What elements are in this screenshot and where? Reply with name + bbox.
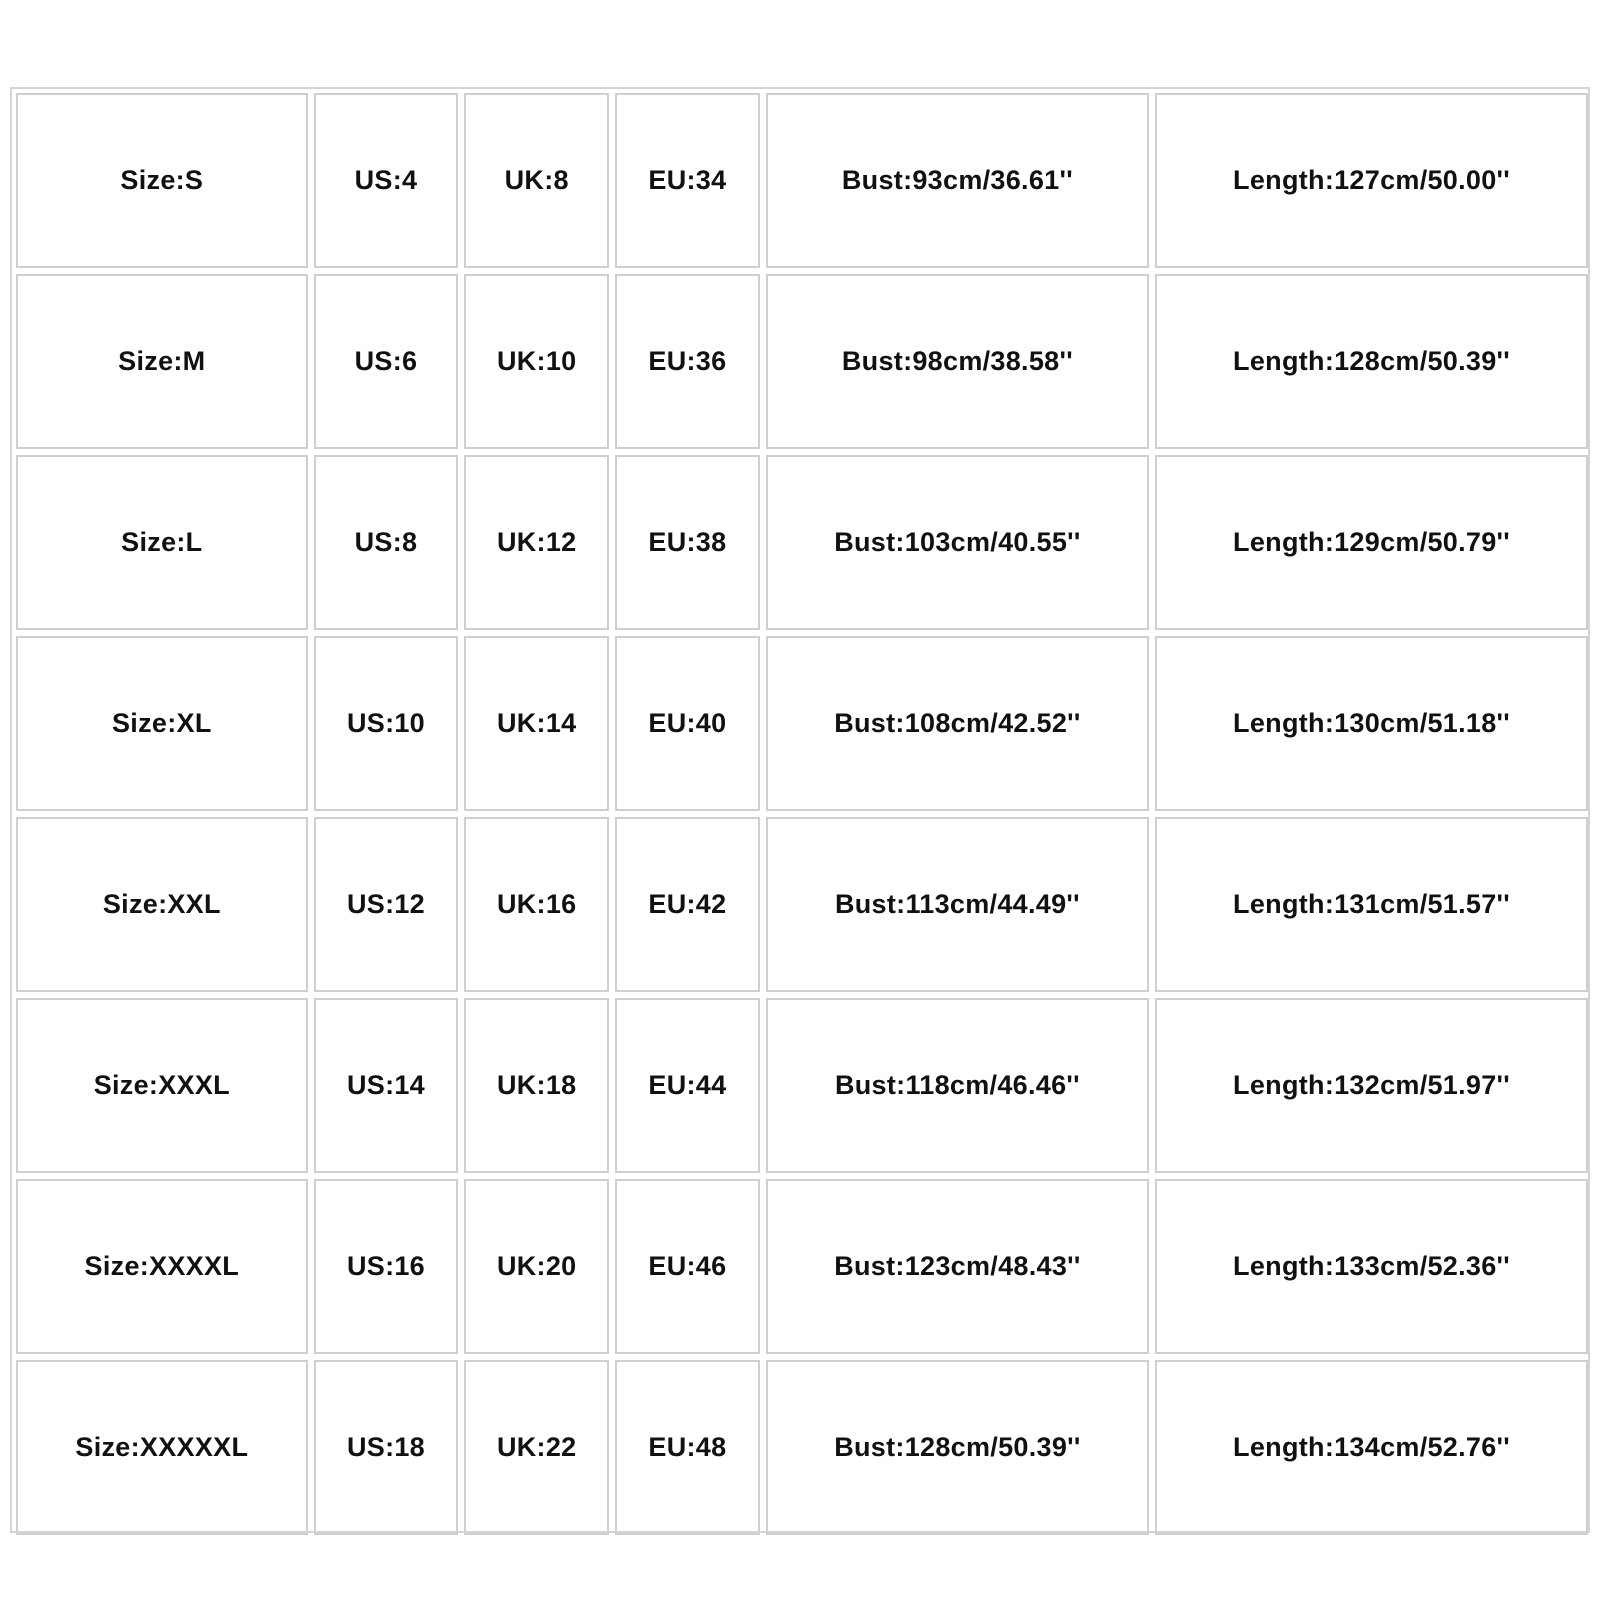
uk-size-cell: UK:14 bbox=[464, 636, 609, 811]
us-size-cell: US:10 bbox=[314, 636, 459, 811]
eu-size-cell: EU:36 bbox=[615, 274, 760, 449]
size-cell: Size:XL bbox=[16, 636, 308, 811]
uk-size-cell: UK:22 bbox=[464, 1360, 609, 1535]
eu-size-cell: EU:38 bbox=[615, 455, 760, 630]
us-size-cell: US:4 bbox=[314, 93, 459, 268]
uk-size-cell: UK:16 bbox=[464, 817, 609, 992]
uk-size-cell: UK:20 bbox=[464, 1179, 609, 1354]
uk-size-cell: UK:12 bbox=[464, 455, 609, 630]
length-cell: Length:129cm/50.79'' bbox=[1155, 455, 1588, 630]
size-cell: Size:M bbox=[16, 274, 308, 449]
us-size-cell: US:8 bbox=[314, 455, 459, 630]
size-cell: Size:XXL bbox=[16, 817, 308, 992]
us-size-cell: US:18 bbox=[314, 1360, 459, 1535]
bust-cell: Bust:118cm/46.46'' bbox=[766, 998, 1149, 1173]
table-row bbox=[16, 455, 1588, 630]
length-cell: Length:130cm/51.18'' bbox=[1155, 636, 1588, 811]
bust-cell: Bust:93cm/36.61'' bbox=[766, 93, 1149, 268]
size-cell: Size:XXXXL bbox=[16, 1179, 308, 1354]
uk-size-cell: UK:18 bbox=[464, 998, 609, 1173]
table-row bbox=[16, 1360, 1588, 1535]
bust-cell: Bust:108cm/42.52'' bbox=[766, 636, 1149, 811]
us-size-cell: US:16 bbox=[314, 1179, 459, 1354]
eu-size-cell: EU:46 bbox=[615, 1179, 760, 1354]
size-cell: Size:XXXXXL bbox=[16, 1360, 308, 1535]
size-cell: Size:S bbox=[16, 93, 308, 268]
size-cell: Size:L bbox=[16, 455, 308, 630]
bust-cell: Bust:123cm/48.43'' bbox=[766, 1179, 1149, 1354]
length-cell: Length:134cm/52.76'' bbox=[1155, 1360, 1588, 1535]
size-cell: Size:XXXL bbox=[16, 998, 308, 1173]
bust-cell: Bust:103cm/40.55'' bbox=[766, 455, 1149, 630]
table-row bbox=[16, 274, 1588, 449]
eu-size-cell: EU:44 bbox=[615, 998, 760, 1173]
table-row bbox=[16, 817, 1588, 992]
table-row bbox=[16, 1179, 1588, 1354]
us-size-cell: US:12 bbox=[314, 817, 459, 992]
us-size-cell: US:14 bbox=[314, 998, 459, 1173]
uk-size-cell: UK:10 bbox=[464, 274, 609, 449]
uk-size-cell: UK:8 bbox=[464, 93, 609, 268]
eu-size-cell: EU:40 bbox=[615, 636, 760, 811]
length-cell: Length:128cm/50.39'' bbox=[1155, 274, 1588, 449]
size-table bbox=[10, 87, 1594, 1541]
bust-cell: Bust:98cm/38.58'' bbox=[766, 274, 1149, 449]
length-cell: Length:132cm/51.97'' bbox=[1155, 998, 1588, 1173]
bust-cell: Bust:128cm/50.39'' bbox=[766, 1360, 1149, 1535]
bust-cell: Bust:113cm/44.49'' bbox=[766, 817, 1149, 992]
us-size-cell: US:6 bbox=[314, 274, 459, 449]
eu-size-cell: EU:42 bbox=[615, 817, 760, 992]
eu-size-cell: EU:48 bbox=[615, 1360, 760, 1535]
length-cell: Length:133cm/52.36'' bbox=[1155, 1179, 1588, 1354]
eu-size-cell: EU:34 bbox=[615, 93, 760, 268]
size-chart bbox=[10, 87, 1590, 1533]
table-row bbox=[16, 93, 1588, 268]
length-cell: Length:131cm/51.57'' bbox=[1155, 817, 1588, 992]
table-row bbox=[16, 636, 1588, 811]
length-cell: Length:127cm/50.00'' bbox=[1155, 93, 1588, 268]
table-row bbox=[16, 998, 1588, 1173]
